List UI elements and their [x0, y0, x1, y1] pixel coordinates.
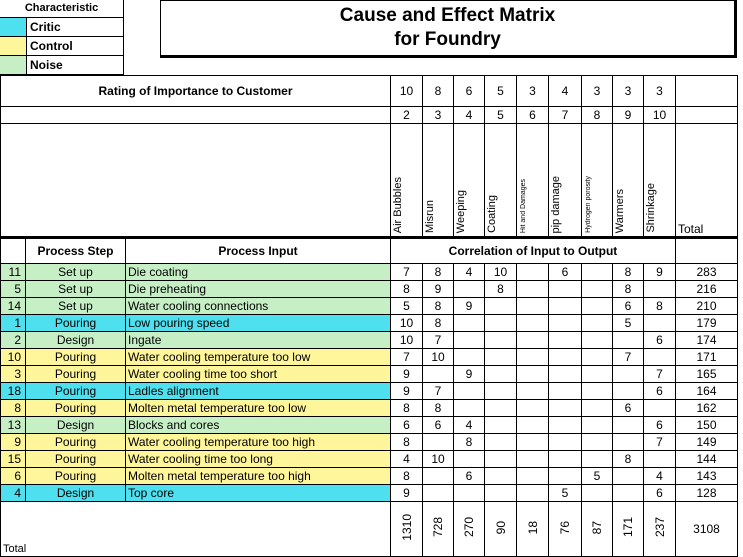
- correlation-value: [549, 417, 582, 434]
- row-total: 164: [676, 383, 738, 400]
- title-box: [160, 0, 737, 58]
- row-total: 143: [676, 468, 738, 485]
- process-step: Pouring: [26, 434, 126, 451]
- output-header: [454, 124, 485, 238]
- output-header: [644, 124, 676, 238]
- correlation-value: [485, 315, 517, 332]
- process-input: Die preheating: [126, 281, 391, 298]
- correlation-value: [582, 451, 613, 468]
- output-number: 6: [517, 107, 549, 124]
- correlation-value: 8: [423, 315, 454, 332]
- column-total: [391, 502, 423, 557]
- correlation-value: 9: [454, 298, 485, 315]
- process-input: Die coating: [126, 264, 391, 281]
- correlation-value: 9: [644, 264, 676, 281]
- output-label: Shrinkage: [645, 183, 657, 233]
- correlation-value: [423, 468, 454, 485]
- output-number: 10: [644, 107, 676, 124]
- correlation-value: 7: [391, 264, 423, 281]
- output-label: Hit and Damages: [520, 178, 527, 233]
- table-row: [1, 298, 738, 315]
- correlation-value: [613, 332, 644, 349]
- output-label: Air Bubbles: [392, 176, 404, 233]
- matrix-body: [1, 76, 738, 557]
- output-label: Hydrogen porosity: [585, 176, 592, 233]
- process-input: Water cooling temperature too low: [126, 349, 391, 366]
- correlation-value: 6: [644, 332, 676, 349]
- row-total: 149: [676, 434, 738, 451]
- correlation-value: [582, 400, 613, 417]
- correlation-value: [485, 400, 517, 417]
- correlation-value: [549, 332, 582, 349]
- correlation-value: 6: [549, 264, 582, 281]
- correlation-value: [613, 468, 644, 485]
- process-input: Water cooling time too long: [126, 451, 391, 468]
- output-number: 7: [549, 107, 582, 124]
- num-header: [1, 238, 26, 264]
- correlation-value: 8: [613, 451, 644, 468]
- correlation-value: 4: [391, 451, 423, 468]
- correlation-value: [517, 451, 549, 468]
- output-number: 8: [582, 107, 613, 124]
- table-row: [1, 468, 738, 485]
- correlation-value: [454, 383, 485, 400]
- correlation-value: 6: [423, 417, 454, 434]
- correlation-value: [549, 383, 582, 400]
- correlation-value: [517, 281, 549, 298]
- rating-value: 8: [423, 76, 454, 107]
- rating-value: 5: [485, 76, 517, 107]
- table-row: [1, 332, 738, 349]
- correlation-value: 5: [613, 315, 644, 332]
- table-row: [1, 383, 738, 400]
- correlation-value: [485, 451, 517, 468]
- correlation-value: 5: [391, 298, 423, 315]
- table-row: [1, 485, 738, 502]
- output-number: 9: [613, 107, 644, 124]
- correlation-value: 4: [644, 468, 676, 485]
- output-header: [391, 124, 423, 238]
- correlation-value: [517, 468, 549, 485]
- rating-value: 3: [517, 76, 549, 107]
- correlation-value: 7: [423, 332, 454, 349]
- correlation-value: 8: [454, 434, 485, 451]
- correlation-value: [517, 383, 549, 400]
- column-total-value: 237: [652, 517, 667, 538]
- process-step: Set up: [26, 264, 126, 281]
- column-total: [549, 502, 582, 557]
- correlation-value: 9: [454, 366, 485, 383]
- correlation-value: [517, 417, 549, 434]
- row-number: 14: [1, 298, 26, 315]
- row-total: 144: [676, 451, 738, 468]
- correlation-value: [549, 400, 582, 417]
- correlation-value: [613, 485, 644, 502]
- process-step: Design: [26, 485, 126, 502]
- correlation-value: [582, 332, 613, 349]
- correlation-value: [517, 298, 549, 315]
- correlation-value: 10: [423, 349, 454, 366]
- column-total: [644, 502, 676, 557]
- output-header: [613, 124, 644, 238]
- process-step: Set up: [26, 281, 126, 298]
- correlation-value: 10: [485, 264, 517, 281]
- process-step: Pouring: [26, 366, 126, 383]
- process-input: Top core: [126, 485, 391, 502]
- output-header: [582, 124, 613, 238]
- correlation-value: [485, 298, 517, 315]
- row-number: 18: [1, 383, 26, 400]
- table-row: [1, 434, 738, 451]
- correlation-value: [644, 349, 676, 366]
- correlation-value: 8: [485, 281, 517, 298]
- row-total: 165: [676, 366, 738, 383]
- page-subtitle: for Foundry: [394, 29, 501, 50]
- output-header: [549, 124, 582, 238]
- row-total: 128: [676, 485, 738, 502]
- row-total: 283: [676, 264, 738, 281]
- column-total: [613, 502, 644, 557]
- total-header: Total: [676, 124, 738, 238]
- process-input: Water cooling connections: [126, 298, 391, 315]
- legend-swatch: [0, 37, 27, 55]
- correlation-value: [485, 417, 517, 434]
- rating-value: 4: [549, 76, 582, 107]
- correlation-value: 6: [391, 417, 423, 434]
- correlation-value: [454, 451, 485, 468]
- correlation-value: [582, 315, 613, 332]
- correlation-value: [485, 383, 517, 400]
- rating-value: 10: [391, 76, 423, 107]
- correlation-value: [485, 366, 517, 383]
- correlation-value: 6: [644, 485, 676, 502]
- correlation-value: 8: [613, 281, 644, 298]
- correlation-value: [517, 400, 549, 417]
- row-number: 1: [1, 315, 26, 332]
- page-title: Cause and Effect Matrix: [339, 5, 556, 26]
- output-header: [517, 124, 549, 238]
- correlation-value: [517, 366, 549, 383]
- correlation-value: [517, 264, 549, 281]
- blank-row: [1, 107, 391, 124]
- row-number: 11: [1, 264, 26, 281]
- total-header-blank: [676, 238, 738, 264]
- process-input: Ladles alignment: [126, 383, 391, 400]
- output-label: Weeping: [455, 189, 467, 233]
- correlation-value: 8: [613, 264, 644, 281]
- process-input: Blocks and cores: [126, 417, 391, 434]
- column-total-value: 18: [525, 520, 540, 535]
- correlation-value: [485, 485, 517, 502]
- rating-total-blank: [676, 76, 738, 107]
- correlation-value: [582, 298, 613, 315]
- correlation-value: 8: [423, 264, 454, 281]
- correlation-value: [485, 468, 517, 485]
- output-number: 5: [485, 107, 517, 124]
- correlation-value: [582, 485, 613, 502]
- output-label: Warmers: [614, 188, 626, 233]
- correlation-value: 8: [391, 468, 423, 485]
- correlation-value: [454, 400, 485, 417]
- correlation-value: [613, 383, 644, 400]
- process-input: Water cooling time too short: [126, 366, 391, 383]
- output-label: pip damage: [550, 175, 562, 233]
- process-step: Pouring: [26, 451, 126, 468]
- legend-item-noise: [0, 56, 124, 75]
- output-label: Misrun: [424, 199, 436, 233]
- column-total: [582, 502, 613, 557]
- legend-header: Characteristic: [0, 0, 124, 18]
- correlation-value: 8: [391, 400, 423, 417]
- column-total-value: 76: [558, 520, 572, 535]
- column-total-value: 90: [493, 520, 508, 535]
- column-total-value: 270: [462, 517, 476, 538]
- table-row: [1, 366, 738, 383]
- row-total: 216: [676, 281, 738, 298]
- correlation-value: [549, 468, 582, 485]
- row-number: 9: [1, 434, 26, 451]
- correlation-value: 7: [391, 349, 423, 366]
- output-label: Coating: [486, 195, 498, 233]
- correlation-value: [549, 315, 582, 332]
- correlation-value: [549, 451, 582, 468]
- process-step-header: Process Step: [26, 238, 126, 264]
- cause-effect-matrix: [0, 75, 738, 557]
- legend-item-control: [0, 37, 124, 56]
- correlation-value: [517, 434, 549, 451]
- correlation-value: 8: [644, 298, 676, 315]
- legend-label: Noise: [30, 58, 63, 72]
- correlation-value: [454, 315, 485, 332]
- correlation-value: [454, 349, 485, 366]
- correlation-value: 6: [613, 298, 644, 315]
- legend-item-critic: [0, 18, 124, 37]
- table-row: [1, 264, 738, 281]
- correlation-value: [423, 485, 454, 502]
- correlation-value: 6: [644, 417, 676, 434]
- correlation-value: 10: [391, 315, 423, 332]
- row-total: 162: [676, 400, 738, 417]
- row-total: 171: [676, 349, 738, 366]
- rating-value: 3: [582, 76, 613, 107]
- output-number: 3: [423, 107, 454, 124]
- correlation-value: [582, 366, 613, 383]
- legend-label: Critic: [30, 20, 61, 34]
- process-step: Set up: [26, 298, 126, 315]
- row-number: 13: [1, 417, 26, 434]
- process-input: Molten metal temperature too low: [126, 400, 391, 417]
- correlation-value: [485, 332, 517, 349]
- output-header: [485, 124, 517, 238]
- process-input: Low pouring speed: [126, 315, 391, 332]
- correlation-value: 4: [454, 417, 485, 434]
- output-header: [423, 124, 454, 238]
- correlation-value: [454, 485, 485, 502]
- correlation-value: [423, 434, 454, 451]
- correlation-header: Correlation of Input to Output: [391, 238, 676, 264]
- process-step: Pouring: [26, 349, 126, 366]
- column-total-value: 1310: [399, 514, 414, 541]
- correlation-value: [582, 264, 613, 281]
- process-input: Water cooling temperature too high: [126, 434, 391, 451]
- row-number: 8: [1, 400, 26, 417]
- correlation-value: 5: [582, 468, 613, 485]
- process-step: Design: [26, 332, 126, 349]
- row-number: 10: [1, 349, 26, 366]
- correlation-value: [517, 485, 549, 502]
- grand-total: 3108: [676, 502, 738, 557]
- correlation-value: 8: [391, 281, 423, 298]
- process-input: Ingate: [126, 332, 391, 349]
- process-step: Pouring: [26, 468, 126, 485]
- correlation-value: 7: [423, 383, 454, 400]
- correlation-value: 4: [454, 264, 485, 281]
- correlation-value: [644, 281, 676, 298]
- column-total-value: 171: [621, 517, 635, 538]
- correlation-value: [549, 366, 582, 383]
- rating-value: 6: [454, 76, 485, 107]
- process-step: Pouring: [26, 400, 126, 417]
- column-total-value: 87: [590, 520, 604, 535]
- row-number: 15: [1, 451, 26, 468]
- table-row: [1, 315, 738, 332]
- correlation-value: 10: [423, 451, 454, 468]
- process-step: Design: [26, 417, 126, 434]
- table-row: [1, 400, 738, 417]
- correlation-value: [582, 383, 613, 400]
- row-number: 2: [1, 332, 26, 349]
- correlation-value: [613, 366, 644, 383]
- legend-swatch: [0, 18, 27, 36]
- rating-label: Rating of Importance to Customer: [1, 76, 391, 107]
- output-number: 4: [454, 107, 485, 124]
- column-total-value: 728: [431, 517, 445, 538]
- correlation-value: 6: [613, 400, 644, 417]
- column-total: [485, 502, 517, 557]
- column-total: [517, 502, 549, 557]
- legend-label: Control: [30, 39, 73, 53]
- row-total: 210: [676, 298, 738, 315]
- table-row: [1, 281, 738, 298]
- correlation-value: [644, 315, 676, 332]
- correlation-value: 7: [644, 366, 676, 383]
- correlation-value: [549, 281, 582, 298]
- table-row: [1, 349, 738, 366]
- column-total: [454, 502, 485, 557]
- correlation-value: 8: [391, 434, 423, 451]
- correlation-value: 5: [549, 485, 582, 502]
- row-total: 150: [676, 417, 738, 434]
- column-total: [423, 502, 454, 557]
- row-number: 5: [1, 281, 26, 298]
- process-input: Molten metal temperature too high: [126, 468, 391, 485]
- correlation-value: 10: [391, 332, 423, 349]
- rating-value: 3: [613, 76, 644, 107]
- correlation-value: [613, 434, 644, 451]
- correlation-value: [423, 366, 454, 383]
- correlation-value: 6: [644, 383, 676, 400]
- correlation-value: 9: [423, 281, 454, 298]
- row-number: 6: [1, 468, 26, 485]
- correlation-value: [517, 332, 549, 349]
- process-input-header: Process Input: [126, 238, 391, 264]
- correlation-value: [454, 281, 485, 298]
- correlation-value: 6: [454, 468, 485, 485]
- correlation-value: [549, 298, 582, 315]
- correlation-value: 8: [423, 298, 454, 315]
- correlation-value: 8: [423, 400, 454, 417]
- correlation-value: [644, 451, 676, 468]
- correlation-value: 7: [644, 434, 676, 451]
- correlation-value: [644, 400, 676, 417]
- process-step: Pouring: [26, 315, 126, 332]
- blank-header-area: [1, 124, 391, 238]
- correlation-value: [485, 349, 517, 366]
- table-row: [1, 417, 738, 434]
- table-row: [1, 451, 738, 468]
- correlation-value: 9: [391, 366, 423, 383]
- blank-cell: [676, 107, 738, 124]
- correlation-value: 9: [391, 383, 423, 400]
- totals-label: Total: [1, 502, 391, 557]
- output-number: 2: [391, 107, 423, 124]
- row-number: 3: [1, 366, 26, 383]
- correlation-value: [582, 434, 613, 451]
- correlation-value: [549, 349, 582, 366]
- row-total: 179: [676, 315, 738, 332]
- correlation-value: [485, 434, 517, 451]
- correlation-value: [613, 417, 644, 434]
- correlation-value: [454, 332, 485, 349]
- correlation-value: 9: [391, 485, 423, 502]
- row-number: 4: [1, 485, 26, 502]
- correlation-value: [549, 434, 582, 451]
- correlation-value: [517, 315, 549, 332]
- correlation-value: [582, 281, 613, 298]
- row-total: 174: [676, 332, 738, 349]
- correlation-value: [582, 417, 613, 434]
- correlation-value: [582, 349, 613, 366]
- correlation-value: 7: [613, 349, 644, 366]
- legend-swatch: [0, 56, 27, 74]
- correlation-value: [517, 349, 549, 366]
- process-step: Pouring: [26, 383, 126, 400]
- rating-value: 3: [644, 76, 676, 107]
